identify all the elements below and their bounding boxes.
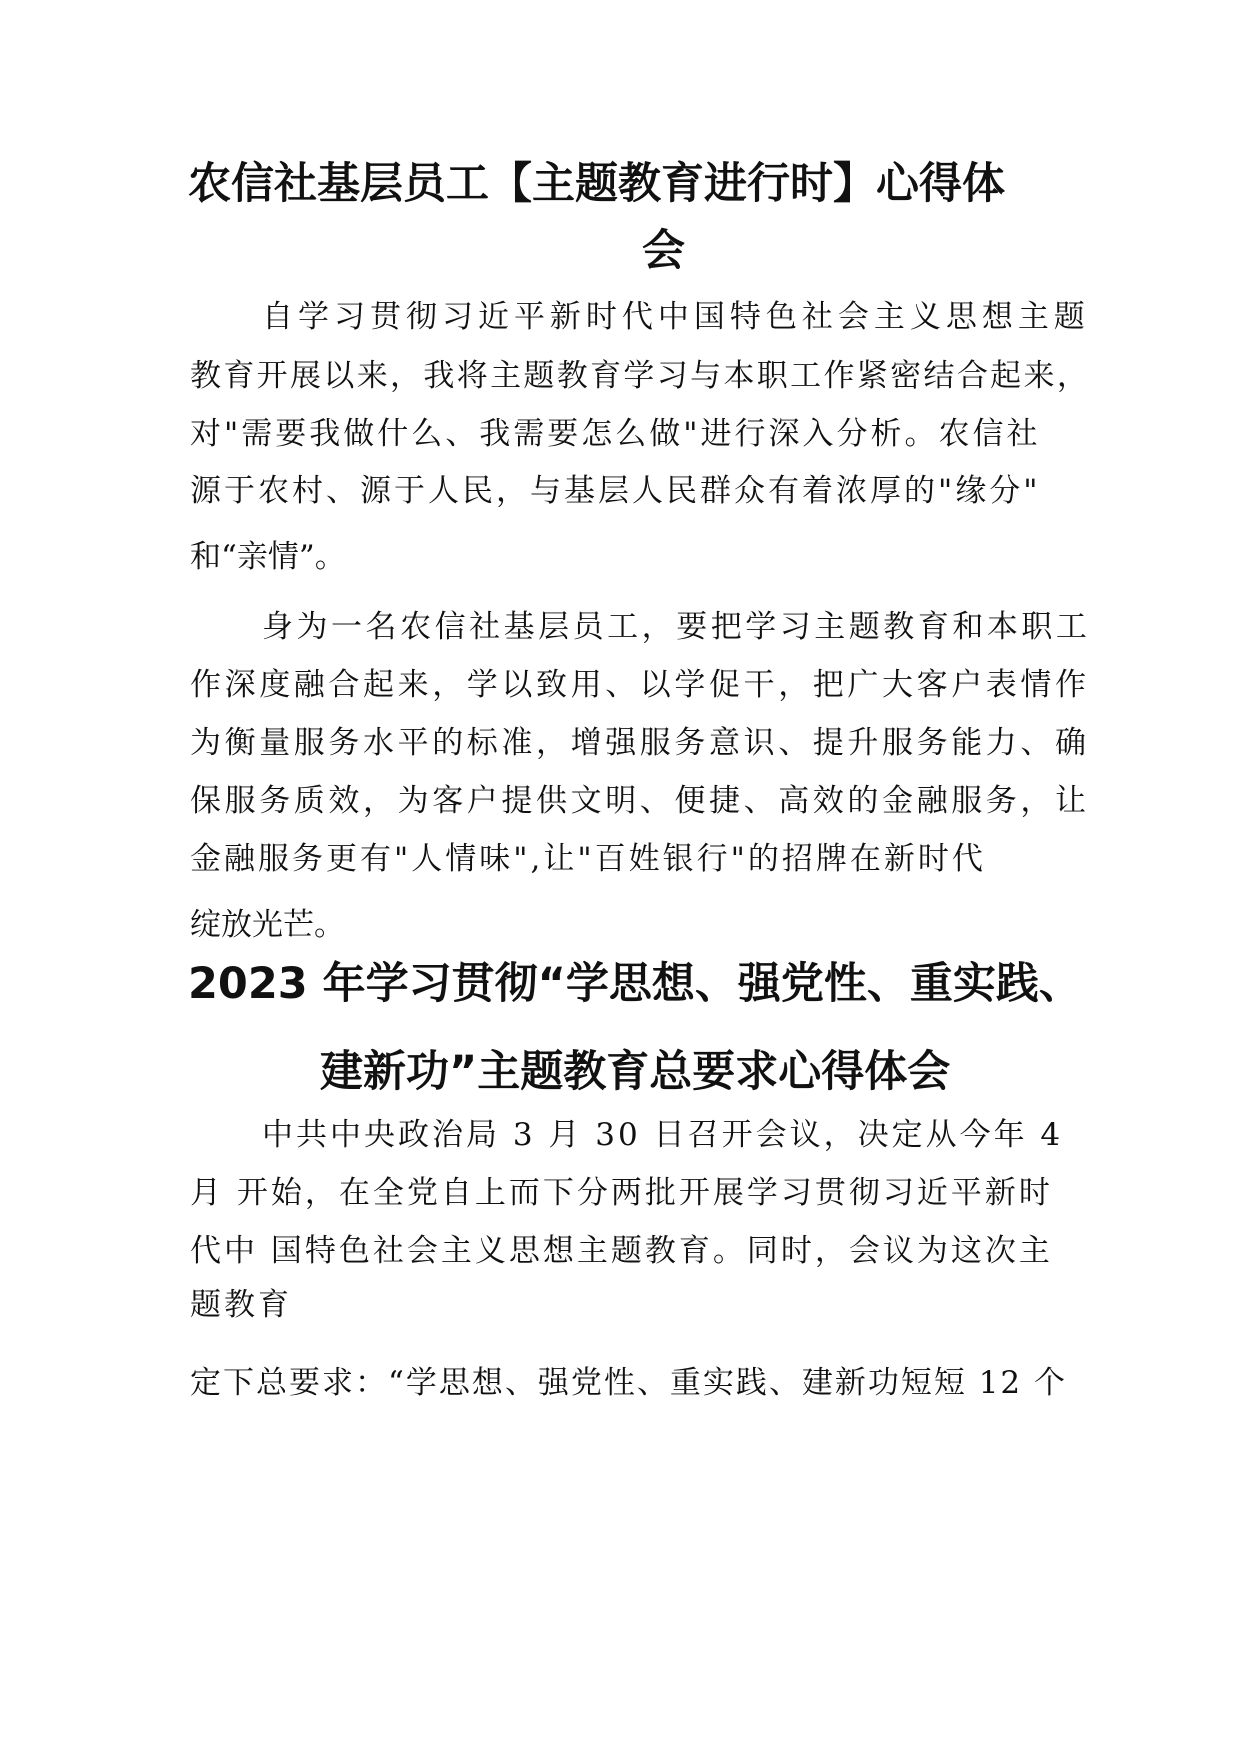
article1-p1-line-2: 教育开展以来，我将主题教育学习与本职工作紧密结合起来， bbox=[190, 358, 1091, 394]
article1-p1-line-1: 自学习贯彻习近平新时代中国特色社会主义思想主题 bbox=[262, 299, 1090, 335]
article1-p2-line-1: 身为一名农信社基层员工，要把学习主题教育和本职工 bbox=[262, 609, 1091, 645]
article1-p2-line-5: 金融服务更有"人情味",让"百姓银行"的招牌在新时代 bbox=[190, 841, 986, 877]
article2-title-line-1: 2023 年学习贯彻“学思想、强党性、重实践、 bbox=[188, 959, 1082, 1009]
article2-p1-line-2: 月 开始，在全党自上而下分两批开展学习贯彻习近平新时 bbox=[190, 1175, 1053, 1211]
article1-p2-line-2: 作深度融合起来，学以致用、以学促干，把广大客户表情作 bbox=[190, 667, 1090, 703]
article2-p1-line-1: 中共中央政治局 3 月 30 日召开会议，决定从今年 4 bbox=[262, 1117, 1064, 1153]
article1-p1-line-5: 和“亲情”。 bbox=[190, 539, 346, 575]
article1-p2-line-6: 绽放光芒。 bbox=[190, 907, 345, 943]
article1-p2-line-3: 为衡量服务水平的标准，增强服务意识、提升服务能力、确 bbox=[190, 725, 1090, 761]
article1-p1-line-4: 源于农村、源于人民，与基层人民群众有着浓厚的"缘分" bbox=[190, 473, 1041, 509]
article2-p1-line-4: 题教育 bbox=[190, 1287, 292, 1323]
article1-title-line-2: 会 bbox=[642, 226, 685, 276]
article1-p1-line-3: 对"需要我做什么、我需要怎么做"进行深入分析。农信社 bbox=[190, 416, 1041, 452]
article2-p1-line-5: 定下总要求：“学思想、强党性、重实践、建新功短短 12 个 bbox=[190, 1365, 1067, 1401]
article1-title-line-1: 农信社基层员工【主题教育进行时】心得体 bbox=[188, 159, 1005, 209]
article2-p1-line-3: 代中 国特色社会主义思想主题教育。同时，会议为这次主 bbox=[190, 1233, 1053, 1269]
article1-p2-line-4: 保服务质效，为客户提供文明、便捷、高效的金融服务，让 bbox=[190, 783, 1090, 819]
article2-title-line-2: 建新功”主题教育总要求心得体会 bbox=[320, 1047, 951, 1097]
